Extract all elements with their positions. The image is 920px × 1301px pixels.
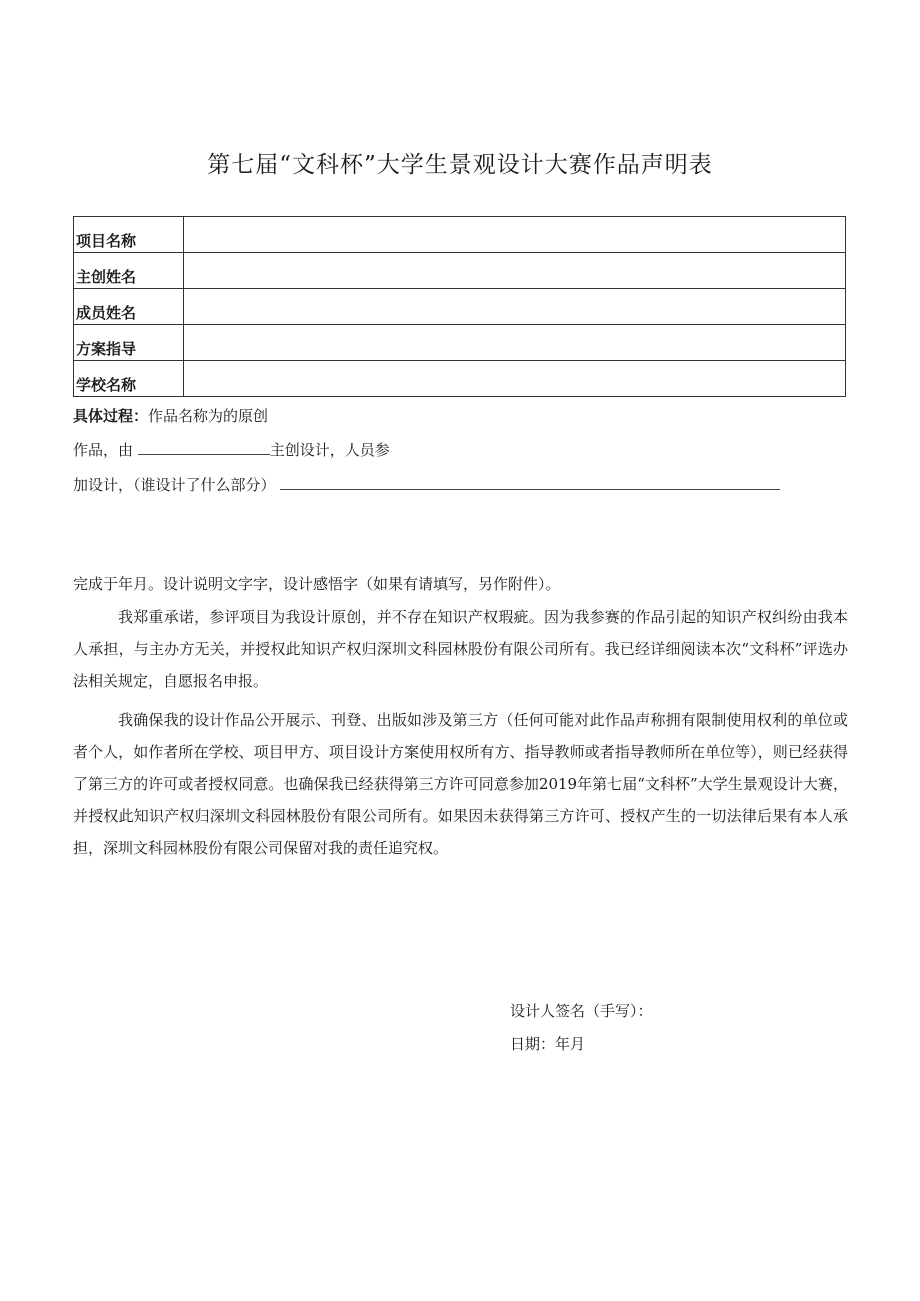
form-field-school[interactable] (184, 361, 846, 397)
process-line-2 (73, 439, 390, 461)
form-label-school: 学校名称 (74, 361, 184, 397)
process-label: 具体过程： (73, 407, 149, 425)
page-title: 第七届“文科杯”大学生景观设计大赛作品声明表 (207, 152, 713, 178)
form-label-members: 成员姓名 (74, 289, 184, 325)
process-line-1 (73, 405, 268, 427)
contribution-blank[interactable] (280, 475, 780, 490)
statement-paragraph-2: 我确保我的设计作品公开展示、刊登、出版如涉及第三方（任何可能对此作品声称拥有限制使用权利的单位或者个人，如作者所在学校、项目甲方、项目设计方案使用权所有方、指导教师或者指导教师所在单位等），则已经获得了第三方的许可或者授权同意。也确保我已经获得第三方许可同意参加2019年第七届“文科杯”大学生景观设计大赛，并授权此知识产权归深圳文科园林股份有限公司所有。如果因未获得第三方许可、授权产生的一切法律后果有本人承担，深圳文科园林股份有限公司保留对我的责任追究权。 (73, 711, 848, 857)
form-label-advisor: 方案指导 (74, 325, 184, 361)
process-line-3 (73, 474, 780, 496)
lead-designer-blank[interactable] (138, 440, 270, 455)
form-row-lead-designer (74, 253, 846, 289)
signature-date-label: 日期：年月 (510, 1035, 586, 1053)
form-field-project-name[interactable] (184, 217, 846, 253)
form-label-project-name: 项目名称 (74, 217, 184, 253)
completion-line: 完成于年月。设计说明文字字，设计感悟字（如果有请填写，另作附件）。 (73, 575, 561, 593)
form-field-advisor[interactable] (184, 325, 846, 361)
form-row-advisor (74, 325, 846, 361)
process-line-1-text: 作品名称为的原创 (148, 407, 269, 425)
form-row-members (74, 289, 846, 325)
statement-paragraph-1: 我郑重承诺，参评项目为我设计原创，并不存在知识产权瑕疵。因为我参赛的作品引起的知识产权纠纷由我本人承担，与主办方无关，并授权此知识产权归深圳文科园林股份有限公司所有。我已经详细阅读本次“文科杯”评选办法相关规定，自愿报名申报。 (73, 608, 848, 690)
form-field-lead-designer[interactable] (184, 253, 846, 289)
process-line-3-prefix: 加设计，（谁设计了什么部分） (73, 476, 276, 494)
process-line-2-suffix: 主创设计，人员参 (269, 441, 390, 459)
form-label-lead-designer: 主创姓名 (74, 253, 184, 289)
info-form-table (73, 216, 846, 397)
form-field-members[interactable] (184, 289, 846, 325)
form-row-school (74, 361, 846, 397)
form-row-project-name (74, 217, 846, 253)
process-line-2-prefix: 作品，由 (73, 441, 134, 459)
designer-signature-label: 设计人签名（手写）： (510, 1002, 653, 1020)
